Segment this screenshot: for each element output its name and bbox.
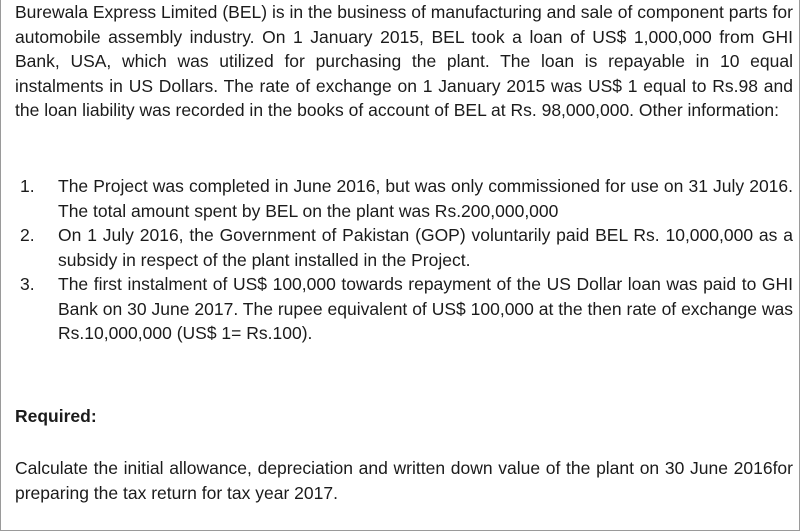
list-item-text: On 1 July 2016, the Government of Pakistan (GOP) voluntarily paid BEL Rs. 10,000,000 as a subsidy in respect of the plant installed in the Project. (58, 225, 793, 270)
list-item-number: 3. (20, 274, 35, 294)
list-item-number: 2. (20, 225, 35, 245)
list-item (15, 272, 793, 346)
list-item-number: 1. (20, 176, 35, 196)
list-item-text: The first instalment of US$ 100,000 towards repayment of the US Dollar loan was paid to GHI Bank on 30 June 2017. The rupee equivalent of US$ 100,000 at the then rate of exchange was Rs.10,000,000 (US$ 1= Rs.100). (58, 274, 793, 343)
list-item (15, 223, 793, 272)
list-item-text: The Project was completed in June 2016, but was only commissioned for use on 31 July 2016. The total amount spent by BEL on the plant was Rs.200,000,000 (58, 176, 793, 221)
information-list (15, 174, 793, 346)
intro-paragraph: Burewala Express Limited (BEL) is in the business of manufacturing and sale of component parts for automobile assembly industry. On 1 January 2015, BEL took a loan of US$ 1,000,000 from GHI Bank, USA, which was utilized for purchasing the plant. The loan is repayable in 10 equal instalments in US Dollars. The rate of exchange on 1 January 2015 was US$ 1 equal to Rs.98 and the loan liability was recorded in the books of account of BEL at Rs. 98,000,000. Other information: (15, 2, 793, 120)
list-item (15, 174, 793, 223)
required-heading: Required: (15, 406, 97, 426)
question-text: Calculate the initial allowance, depreciation and written down value of the plant on 30 June 2016for preparing the tax return for tax year 2017. (15, 458, 793, 503)
